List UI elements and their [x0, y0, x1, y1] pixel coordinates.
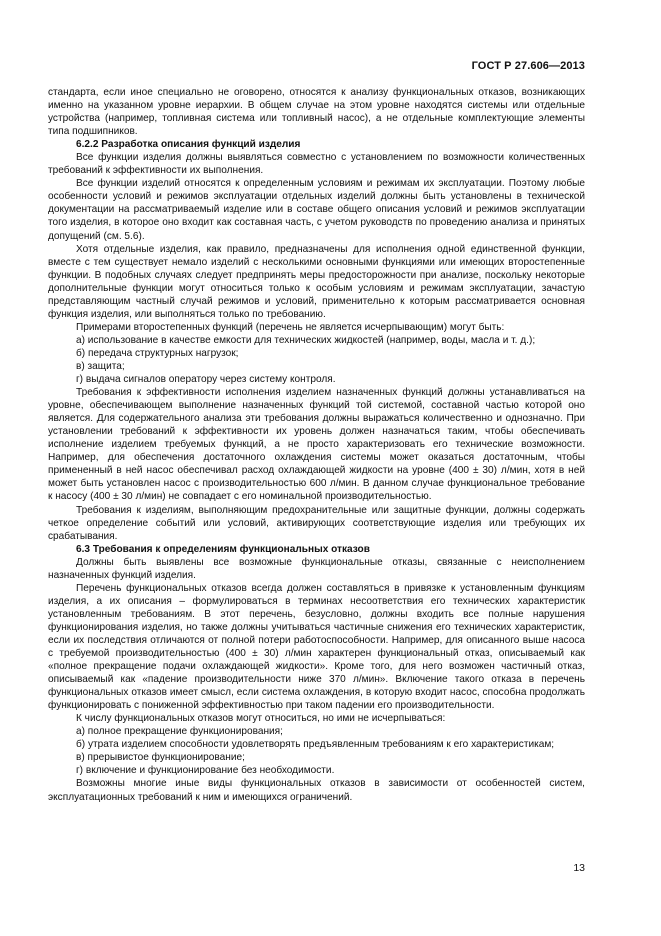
paragraph: Требования к эффективности исполнения изделием назначенных функций должны устанавливаться на уровне, обеспечивающем выполнение назначенных функций той системой, составной частью которой оно является. Для содержательного анализа эти требования должны выражаться количественно и однозначно. При установлении требований к эффективности их уровень должен назначаться таким, чтобы обеспечивать исполнение изделием требуемых функций, а не просто характеризовать его технические возможности. Например, для обеспечения достаточного охлаждения системы может оказаться достаточным, чтобы примененный в ней насос обеспечивал расход охлаждающей жидкости на уровне (400 ± 30) л/мин, хотя в ней может быть установлен насос с производительностью 600 л/мин. В данном случае функциональное требование к насосу (400 ± 30 л/мин) не совпадает с его номинальной производительностью. [48, 387, 585, 503]
standard-header: ГОСТ Р 27.606—2013 [471, 60, 585, 72]
page-number: 13 [573, 862, 585, 874]
section-heading-6-3: 6.3 Требования к определениям функциональных отказов [76, 543, 370, 555]
list-item: б) передача структурных нагрузок; [76, 347, 239, 359]
paragraph: Все функции изделия должны выявляться совместно с установлением по возможности количественных требований к эффективности их выполнения. [48, 152, 585, 177]
paragraph: К числу функциональных отказов могут относиться, но ими не исчерпываться: [76, 713, 446, 725]
paragraph: стандарта, если иное специально не оговорено, относятся к анализу функциональных отказов, возникающих именно на указанном уровне иерархии. В общем случае на этом уровне находятся системы или отдельные устройства (например, топливная система или топливный насос), а не отдельные комплектующие элементы типа подшипников. [48, 87, 585, 138]
paragraph: Перечень функциональных отказов всегда должен составляться в привязке к установленным функциям изделия, а их описания – формулироваться в терминах несоответствия его технических характеристик установленным требованиям. В этот перечень, безусловно, должны входить все полные нарушения функционирования изделия, но также должны учитываться частичные снижения его технических характеристик, если их последствия отличаются от полной потери работоспособности. Например, для описанного выше насоса с требуемой производительностью (400 ± 30) л/мин характерен функциональный отказ, описываемый как «полное прекращение подачи охлаждающей жидкости». Кроме того, для него возможен частичный отказ, описываемый как «падение производительности ниже 370 л/мин». Включение такого отказа в перечень функциональных отказов имеет смысл, если система охлаждения, в которую входит насос, способна продолжать функционировать с пониженной эффективностью при таком падении его производительности. [48, 582, 585, 712]
list-item: а) использование в качестве емкости для технических жидкостей (например, воды, масла и т. д.); [76, 334, 536, 346]
paragraph: Примерами второстепенных функций (перечень не является исчерпывающим) могут быть: [76, 321, 505, 333]
list-item: б) утрата изделием способности удовлетворять предъявленным требованиям к его характеристикам; [76, 739, 555, 751]
paragraph: Возможны многие иные виды функциональных отказов в зависимости от особенностей систем, эксплуатационных требований к ним и имеющихся ограничений. [48, 778, 585, 803]
paragraph: Все функции изделий относятся к определенным условиям и режимам их эксплуатации. Поэтому любые особенности условий и режимов эксплуатации отдельных изделий должны быть установлены в технической документации на рассматриваемый изделие или в составе общего описания условий и режимов эксплуатации того изделия, в которое оно входит как составная часть, с учетом руководств по проведению анализа и принятых допущений (см. 5.6). [48, 178, 585, 242]
list-item: а) полное прекращение функционирования; [76, 726, 283, 738]
document-body [48, 86, 585, 804]
paragraph: Требования к изделиям, выполняющим предохранительные или защитные функции, должны содержать четкое определение событий или условий, активирующих соответствующие изделия или требующих их срабатывания. [48, 504, 585, 542]
list-item: г) включение и функционирование без необходимости. [76, 765, 335, 777]
paragraph: Должны быть выявлены все возможные функциональные отказы, связанные с неисполнением назначенных функций изделия. [48, 556, 585, 581]
list-item: в) защита; [76, 360, 125, 372]
section-heading-6-2-2: 6.2.2 Разработка описания функций изделия [76, 139, 301, 151]
list-item: в) прерывистое функционирование; [76, 752, 245, 764]
list-item: г) выдача сигналов оператору через систему контроля. [76, 374, 336, 386]
paragraph: Хотя отдельные изделия, как правило, предназначены для исполнения одной единственной функции, вместе с тем существует немало изделий с несколькими основными функциями или имеющих второстепенные функции. В подобных случаях следует предпринять меры предосторожности при анализе, поскольку некоторые дополнительные функции могут относиться только к особым условиям и режимам эксплуатации, зачастую представляющим частный случай режимов и условий, применительно к которым рассматривается основная функция изделия, или выполняться только по требованию. [48, 243, 585, 320]
